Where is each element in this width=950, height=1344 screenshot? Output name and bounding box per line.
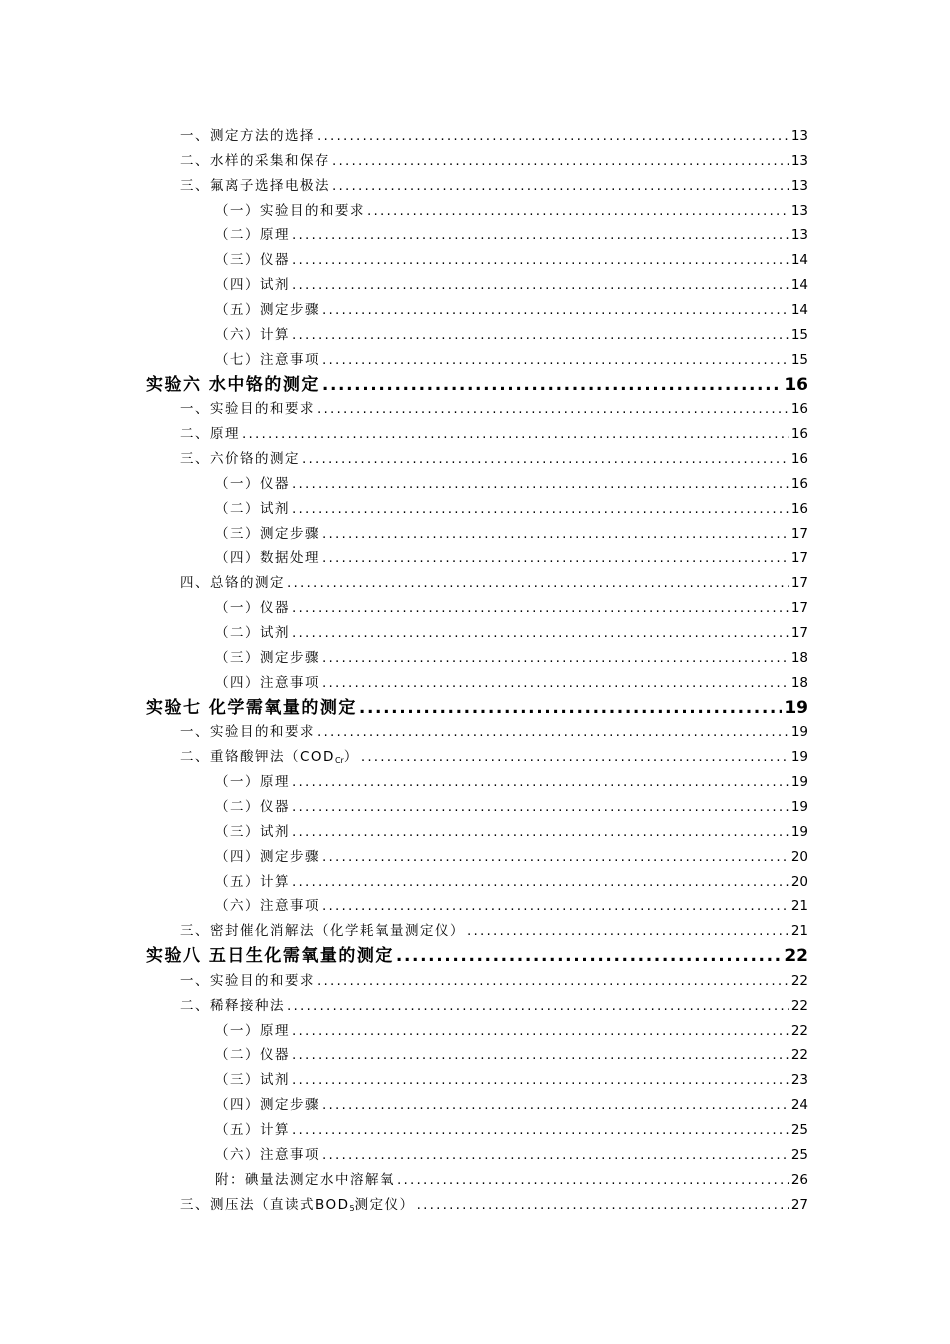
- dot-leader: [322, 1093, 789, 1117]
- toc-entry-title: 三、氟离子选择电极法: [180, 177, 330, 194]
- toc-entry-title: （三）试剂: [215, 823, 290, 840]
- dot-leader: [322, 373, 782, 397]
- toc-entry-title: （二）仪器: [215, 1047, 290, 1064]
- toc-entry[interactable]: [180, 447, 808, 471]
- toc-entry[interactable]: [215, 497, 808, 521]
- dot-leader: [302, 447, 789, 471]
- toc-page-number: 21: [790, 923, 808, 940]
- toc-page-number: 13: [790, 152, 808, 169]
- toc-entry[interactable]: [180, 149, 808, 173]
- toc-page-number: 17: [790, 525, 808, 542]
- dot-leader: [332, 174, 789, 198]
- toc-page-number: 22: [790, 972, 808, 989]
- toc-page-number: 17: [790, 625, 808, 641]
- toc-entry[interactable]: [180, 919, 808, 943]
- toc-page-number: 13: [790, 128, 808, 144]
- toc-entry[interactable]: [215, 248, 808, 272]
- toc-entry[interactable]: [180, 720, 808, 744]
- toc-chapter-entry[interactable]: [146, 373, 808, 397]
- dot-leader: [292, 770, 789, 794]
- dot-leader: [322, 671, 789, 695]
- toc-entry-title: （五）计算: [215, 873, 290, 890]
- toc-page-number: 15: [790, 326, 808, 343]
- dot-leader: [467, 919, 789, 943]
- toc-page-number: 22: [790, 997, 808, 1014]
- toc-page-number: 14: [790, 277, 808, 294]
- toc-page-number: 19: [790, 749, 808, 766]
- toc-entry-title: 二、重铬酸钾法$(COD_{Cr})$: [180, 749, 359, 766]
- toc-entry-title: （七）注意事项: [215, 351, 320, 368]
- toc-page-number: 16: [784, 374, 808, 395]
- toc-entry[interactable]: [215, 894, 808, 918]
- toc-entry-title: （五）测定步骤: [215, 301, 320, 318]
- toc-entry[interactable]: [215, 1143, 808, 1167]
- dot-leader: [292, 1043, 789, 1067]
- toc-entry-title: （一）原理: [215, 774, 290, 791]
- toc-entry[interactable]: [215, 298, 808, 322]
- toc-entry-title: 实验六 水中铬的测定: [146, 374, 320, 395]
- toc-entry-title: （一）原理: [215, 1022, 290, 1039]
- toc-entry[interactable]: [215, 596, 808, 620]
- dot-leader: [322, 546, 789, 570]
- toc-entry[interactable]: [180, 174, 808, 198]
- toc-page-number: 14: [790, 301, 808, 318]
- toc-page-number: 13: [790, 177, 808, 194]
- toc-entry-title: 附：碘量法测定水中溶解氧: [215, 1171, 395, 1188]
- dot-leader: [292, 795, 789, 819]
- toc-entry-title: （一）实验目的和要求: [215, 202, 365, 219]
- toc-entry-title: 一、实验目的和要求: [180, 401, 315, 418]
- toc-page-number: 16: [790, 475, 808, 492]
- toc-entry-title: （四）数据处理: [215, 550, 320, 567]
- toc-page-number: 23: [790, 1072, 808, 1089]
- toc-page-number: 24: [790, 1097, 808, 1114]
- toc-entry[interactable]: [215, 348, 808, 372]
- dot-leader: [292, 1118, 789, 1142]
- toc-entry[interactable]: [180, 422, 808, 446]
- toc-entry-title: （一）仪器: [215, 600, 290, 617]
- toc-entry-title: 一、测定方法的选择: [180, 128, 315, 144]
- toc-page-number: 22: [784, 946, 808, 967]
- toc-entry[interactable]: [180, 571, 808, 595]
- toc-entry[interactable]: [215, 472, 808, 496]
- toc-page-number: 18: [790, 649, 808, 666]
- toc-entry-title: （二）试剂: [215, 625, 290, 641]
- toc-entry[interactable]: [215, 1168, 808, 1192]
- dot-leader: [292, 248, 789, 272]
- toc-entry-title: （三）测定步骤: [215, 649, 320, 666]
- toc-entry-title: 一、实验目的和要求: [180, 724, 315, 741]
- toc-entry[interactable]: [215, 646, 808, 670]
- dot-leader: [287, 571, 789, 595]
- dot-leader: [332, 149, 789, 173]
- toc-entry[interactable]: [180, 397, 808, 421]
- toc-entry[interactable]: [215, 522, 808, 546]
- toc-page-number: 21: [790, 898, 808, 915]
- toc-entry[interactable]: [215, 1118, 808, 1142]
- dot-leader: [322, 298, 789, 322]
- toc-entry-title: 三、六价铬的测定: [180, 451, 300, 468]
- toc-entry-title: 三、密封催化消解法（化学耗氧量测定仪）: [180, 923, 465, 940]
- dot-leader: [417, 1193, 789, 1217]
- dot-leader: [242, 422, 789, 446]
- toc-page-number: 19: [790, 724, 808, 741]
- toc-page-number: 19: [790, 798, 808, 815]
- dot-leader: [317, 397, 789, 421]
- toc-entry-title: （六）注意事项: [215, 898, 320, 915]
- toc-entry[interactable]: [215, 795, 808, 819]
- dot-leader: [292, 596, 789, 620]
- dot-leader: [292, 273, 789, 297]
- dot-leader: [292, 820, 789, 844]
- dot-leader: [317, 720, 789, 744]
- toc-entry[interactable]: [215, 1019, 808, 1043]
- toc-page-number: 16: [790, 426, 808, 443]
- toc-entry-title: 三、测压法（直读式$BOD_5$测定仪）: [180, 1196, 415, 1213]
- dot-leader: [317, 124, 789, 148]
- toc-page-number: 20: [790, 848, 808, 865]
- toc-page-number: 27: [790, 1196, 808, 1213]
- dot-leader: [287, 994, 789, 1018]
- toc-page-number: 17: [790, 600, 808, 617]
- toc-entry[interactable]: [180, 994, 808, 1018]
- subscript: 5: [349, 1203, 355, 1213]
- dot-leader: [317, 969, 789, 993]
- toc-entry-title: （六）计算: [215, 326, 290, 343]
- toc-entry-title: 二、原理: [180, 426, 240, 443]
- toc-page-number: 20: [790, 873, 808, 890]
- toc-page-number: 17: [790, 575, 808, 592]
- dot-leader: [322, 646, 789, 670]
- toc-page-number: 16: [790, 401, 808, 418]
- toc-entry[interactable]: [215, 671, 808, 695]
- toc-entry[interactable]: [215, 621, 808, 645]
- toc-entry[interactable]: [215, 1093, 808, 1117]
- toc-entry[interactable]: [215, 223, 808, 247]
- toc-entry[interactable]: [215, 1068, 808, 1092]
- dot-leader: [322, 348, 789, 372]
- dot-leader: [322, 522, 789, 546]
- dot-leader: [361, 745, 789, 769]
- toc-entry[interactable]: [215, 323, 808, 347]
- toc-entry[interactable]: [215, 845, 808, 869]
- toc-entry-title: （四）测定步骤: [215, 848, 320, 865]
- dot-leader: [292, 1019, 789, 1043]
- toc-entry[interactable]: [215, 870, 808, 894]
- dot-leader: [367, 199, 789, 223]
- toc-entry[interactable]: [215, 199, 808, 223]
- toc-page-number: 22: [790, 1047, 808, 1064]
- toc-chapter-entry[interactable]: [146, 944, 808, 968]
- toc-page-number: 13: [790, 202, 808, 219]
- toc-entry-title: 实验七 化学需氧量的测定: [146, 697, 357, 718]
- toc-page-number: 16: [790, 500, 808, 517]
- toc-entry-title: （四）测定步骤: [215, 1097, 320, 1114]
- toc-entry[interactable]: [215, 546, 808, 570]
- toc-entry-title: （二）试剂: [215, 500, 290, 517]
- dot-leader: [292, 323, 789, 347]
- dot-leader: [292, 472, 789, 496]
- dot-leader: [292, 223, 789, 247]
- dot-leader: [397, 1168, 789, 1192]
- toc-entry-title: 实验八 五日生化需氧量的测定: [146, 946, 394, 967]
- dot-leader: [292, 870, 789, 894]
- toc-entry[interactable]: [215, 1043, 808, 1067]
- toc-entry[interactable]: [215, 273, 808, 297]
- toc-entry-title: （四）试剂: [215, 277, 290, 294]
- dot-leader: [322, 1143, 789, 1167]
- toc-entry[interactable]: [180, 1193, 808, 1217]
- toc-entry[interactable]: [180, 969, 808, 993]
- toc-page-number: 26: [790, 1171, 808, 1188]
- toc-entry-title: （二）原理: [215, 227, 290, 244]
- toc-entry[interactable]: [215, 770, 808, 794]
- toc-entry-title: （一）仪器: [215, 475, 290, 492]
- toc-page-number: 19: [784, 697, 808, 718]
- dot-leader: [292, 497, 789, 521]
- toc-entry-title: （三）仪器: [215, 252, 290, 269]
- toc-page-number: 17: [790, 550, 808, 567]
- toc-entry-title: （六）注意事项: [215, 1146, 320, 1163]
- toc-page-number: 25: [790, 1122, 808, 1138]
- toc-entry-title: 二、水样的采集和保存: [180, 152, 330, 169]
- toc-entry[interactable]: [180, 745, 808, 769]
- dot-leader: [359, 696, 782, 720]
- dot-leader: [322, 894, 789, 918]
- toc-page-number: 19: [790, 823, 808, 840]
- toc-page-number: 14: [790, 252, 808, 269]
- toc-page-number: 15: [790, 351, 808, 368]
- toc-chapter-entry[interactable]: [146, 696, 808, 720]
- toc-entry-title: 一、实验目的和要求: [180, 972, 315, 989]
- toc-entry[interactable]: [215, 820, 808, 844]
- toc-page-number: 16: [790, 451, 808, 468]
- toc-page-number: 18: [790, 674, 808, 691]
- toc-entry-title: （三）试剂: [215, 1072, 290, 1089]
- toc-entry-title: （二）仪器: [215, 798, 290, 815]
- toc-entry-title: （三）测定步骤: [215, 525, 320, 542]
- toc-page-number: 19: [790, 774, 808, 791]
- toc-page-number: 22: [790, 1022, 808, 1039]
- dot-leader: [322, 845, 789, 869]
- toc-entry-title: （四）注意事项: [215, 674, 320, 691]
- toc-page-number: 25: [790, 1146, 808, 1163]
- toc-entry-title: （五）计算: [215, 1122, 290, 1138]
- toc-entry[interactable]: [180, 124, 808, 148]
- dot-leader: [396, 944, 782, 968]
- toc-entry-title: 二、稀释接种法: [180, 997, 285, 1014]
- dot-leader: [292, 621, 789, 645]
- subscript: Cr: [334, 756, 344, 766]
- toc-entry-title: 四、总铬的测定: [180, 575, 285, 592]
- dot-leader: [292, 1068, 789, 1092]
- toc-page-number: 13: [790, 227, 808, 244]
